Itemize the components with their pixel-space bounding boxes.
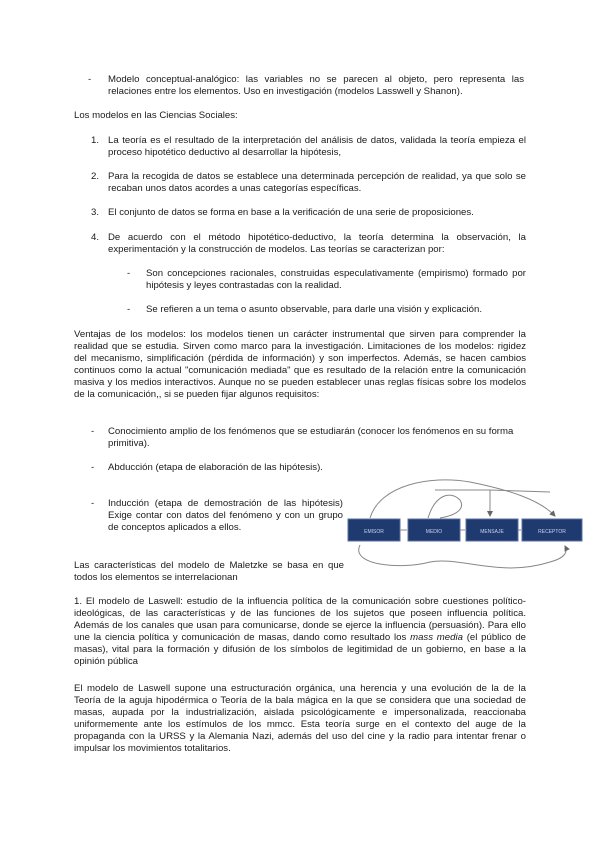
social-sciences-heading: Los modelos en las Ciencias Sociales:	[74, 110, 238, 121]
requisite-3: Inducción (etapa de demostración de las hipótesis) Exige contar con datos del fenómeno y con un grupo de conceptos aplicados a ellos.	[108, 498, 343, 533]
bullet-dash: -	[91, 426, 95, 437]
diagram-label: MEDIO	[425, 529, 443, 535]
maletzke-paragraph: Las características del modelo de Maletzke se basa en que todos los elementos se interrelacionan	[74, 560, 344, 583]
bullet-dash: -	[91, 462, 95, 473]
requisite-1: Conocimiento amplio de los fenómenos que se estudiarán (conocer los fenómenos en su forma primitiva).	[108, 426, 514, 449]
list-number: 1.	[91, 135, 100, 146]
numbered-item-4: De acuerdo con el método hipotético-deductivo, la teoría determina la observación, la experimentación y la construcción de modelos. Las teorías se caracterizan por:	[108, 232, 526, 255]
diagram-label: RECEPTOR	[538, 529, 566, 535]
laswell-paragraph-2: El modelo de Laswell supone una estructuración orgánica, una herencia y una evolución de la de la Teoría de la aguja hipodérmica o Teoría de la bala mágica en la que se considera que una sociedad de masas, aupada por la industrialización, aislada psicológicamente e impersonalizada, reaccionaba uniformemente ante los estímulos de los mmcc. Esta teoría surge en el contexto del auge de la propaganda con la URSS y la Alemania Nazi, además del uso del cine y la radio para intentar frenar o impulsar los movimientos totalitarios.	[74, 683, 526, 754]
bullet-dash: -	[88, 74, 92, 85]
laswell-1-prefix: 1. El modelo de Laswell: estudio de la influencia política de la comunicación sobre cuestiones político-ideológicas, de las características y de las funciones de los sujetos que poseen influencia política. Además de los canales que usan para comunicarse, donde se ejerce la influencia (persuasión). Para ello une la ciencia política y comunicación de masas, dando como resultado los	[74, 596, 526, 643]
intro-bullet-text: Modelo conceptual-analógico: las variables no se parecen al objeto, pero representa las relaciones entre los elementos. Uso en investigación (modelos Lasswell y Shanon).	[108, 74, 524, 97]
list-number: 3.	[91, 207, 100, 218]
maletzke-diagram	[340, 470, 590, 580]
relation-line	[490, 490, 550, 492]
diagram-label: EMISOR	[364, 529, 384, 535]
numbered-item-2: Para la recogida de datos se establece una determinada percepción de realidad, ya que solo se recaban unos datos acordes a unas categorías específicas.	[108, 171, 526, 194]
relation-line	[435, 490, 490, 516]
bullet-dash: -	[127, 304, 131, 315]
numbered-item-1: La teoría es el resultado de la interpretación del análisis de datos, validada la teoría empieza el proceso hipotético deductivo al desarrollar la hipótesis,	[108, 135, 526, 158]
bullet-dash: -	[127, 268, 131, 279]
laswell-1-suffix: (el público de masas), vital para la formación y difusión de los símbolos de legitimidad de un gobierno, en base a la opinión pública	[74, 632, 527, 667]
laswell-paragraph-1	[74, 596, 526, 668]
diagram-label: MENSAJE	[480, 529, 504, 535]
list-number: 4.	[91, 232, 100, 243]
advantages-paragraph: Ventajas de los modelos: los modelos tienen un carácter instrumental que sirven para comprender la realidad que se estudia. Sirven como marco para la investigación. Limitaciones de los modelos: rigidez del mecanismo, simplificación (pérdida de información) y son imperfectos. Además, se hacen cambios continuos como la actual "comunicación mediada" que es resultado de la relación entre la comunicación masiva y los medios interactivos. Aunque no se pueden establecer unas reglas físicas sobre los modelos de la comunicación,, si se pueden fijar algunos requisitos:	[74, 329, 526, 400]
mass-media-term: mass media	[410, 632, 463, 643]
relation-curve	[370, 480, 555, 518]
bullet-dash: -	[91, 498, 95, 509]
list-number: 2.	[91, 171, 100, 182]
sub-bullet-2: Se refieren a un tema o asunto observable, para darle una visión y explicación.	[146, 304, 482, 315]
relation-curve	[359, 545, 566, 568]
relation-curve	[428, 495, 462, 518]
sub-bullet-1: Son concepciones racionales, construidas especulativamente (empirismo) formado por hipótesis y leyes contrastadas con la realidad.	[146, 268, 526, 291]
requisite-2: Abducción (etapa de elaboración de las hipótesis).	[108, 462, 323, 473]
numbered-item-3: El conjunto de datos se forma en base a la verificación de una serie de proposiciones.	[108, 207, 474, 218]
